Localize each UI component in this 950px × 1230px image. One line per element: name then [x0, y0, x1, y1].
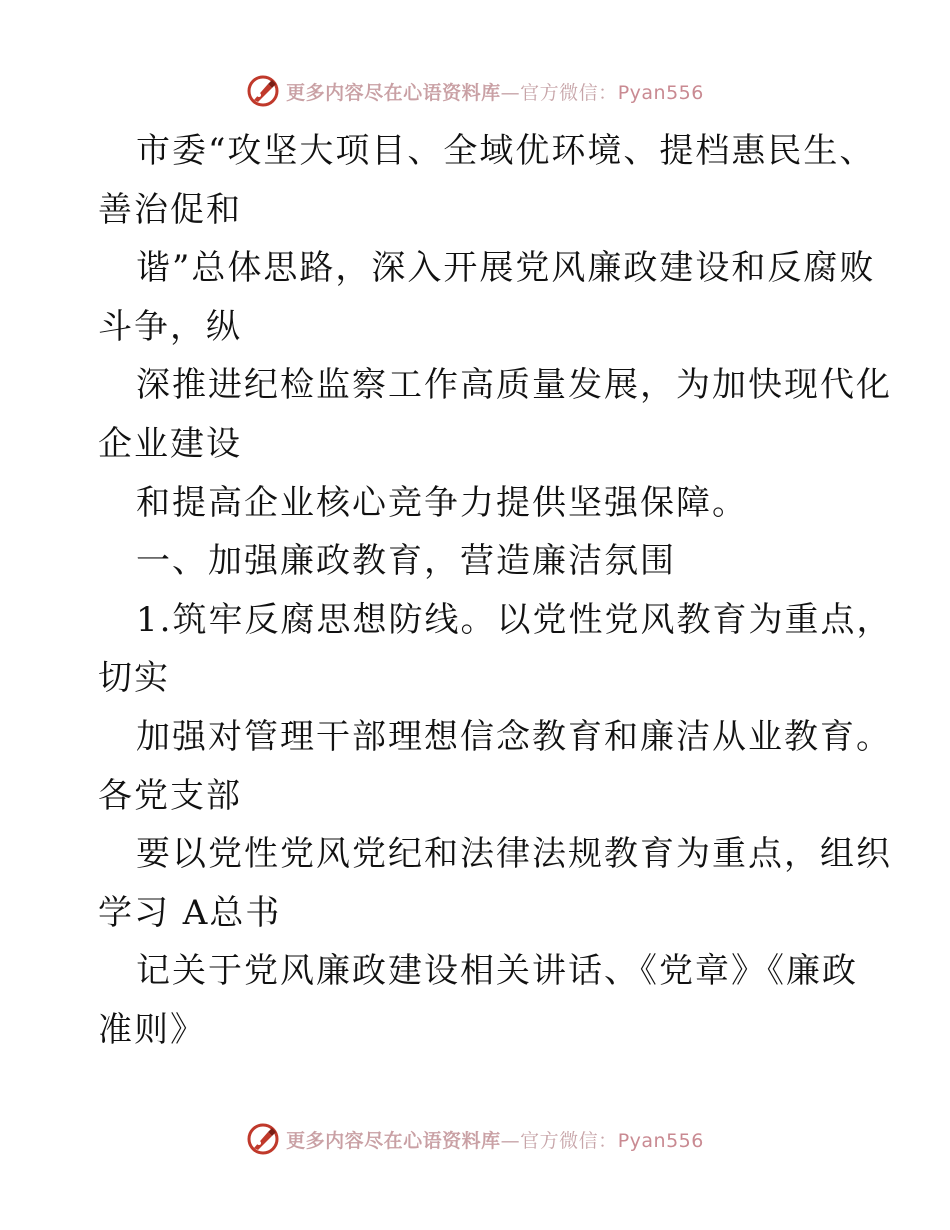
footer-watermark-separator: —官方微信：: [500, 1129, 618, 1152]
body-line: 深推进纪检监察工作高质量发展，为加快现代化: [136, 365, 892, 406]
header-watermark-banner: [0, 69, 950, 113]
footer-watermark-lead: 更多内容尽在心语资料库: [286, 1129, 501, 1152]
body-line: 切实: [98, 658, 170, 699]
pen-logo-icon: [246, 74, 280, 108]
body-line: 加强对管理干部理想信念教育和廉洁从业教育。: [136, 716, 892, 757]
body-line: 和提高企业核心竞争力提供坚强保障。: [136, 482, 748, 523]
header-watermark-separator: —官方微信：: [500, 81, 618, 104]
body-line: 记关于党风廉政建设相关讲话、《党章》《廉政: [136, 951, 858, 992]
body-line: 企业建设: [98, 423, 242, 464]
section-heading: 一、加强廉政教育，营造廉洁氛围: [136, 541, 676, 582]
pen-logo-icon: [246, 1122, 280, 1156]
header-watermark-text: [286, 78, 704, 105]
body-line: 斗争，纵: [98, 306, 242, 347]
footer-watermark-banner: [0, 1117, 950, 1161]
footer-watermark-account: Pyan556: [617, 1129, 704, 1152]
document-body: [98, 122, 893, 1060]
body-line: 市委“攻坚大项目、全域优环境、提档惠民生、: [136, 131, 876, 171]
body-line: 准则》: [98, 1009, 206, 1050]
header-watermark-account: Pyan556: [617, 81, 704, 104]
body-line: 1.筑牢反腐思想防线。以党性党风教育为重点，: [136, 599, 893, 640]
body-line: 各党支部: [98, 775, 242, 816]
header-watermark-lead: 更多内容尽在心语资料库: [286, 81, 501, 104]
footer-watermark-text: [286, 1126, 704, 1153]
body-line: 要以党性党风党纪和法律法规教育为重点，组织: [136, 834, 892, 875]
body-line: 学习 A总书: [98, 892, 282, 933]
body-line: 谐”总体思路，深入开展党风廉政建设和反腐败: [136, 248, 876, 289]
body-line: 善治促和: [98, 189, 242, 230]
